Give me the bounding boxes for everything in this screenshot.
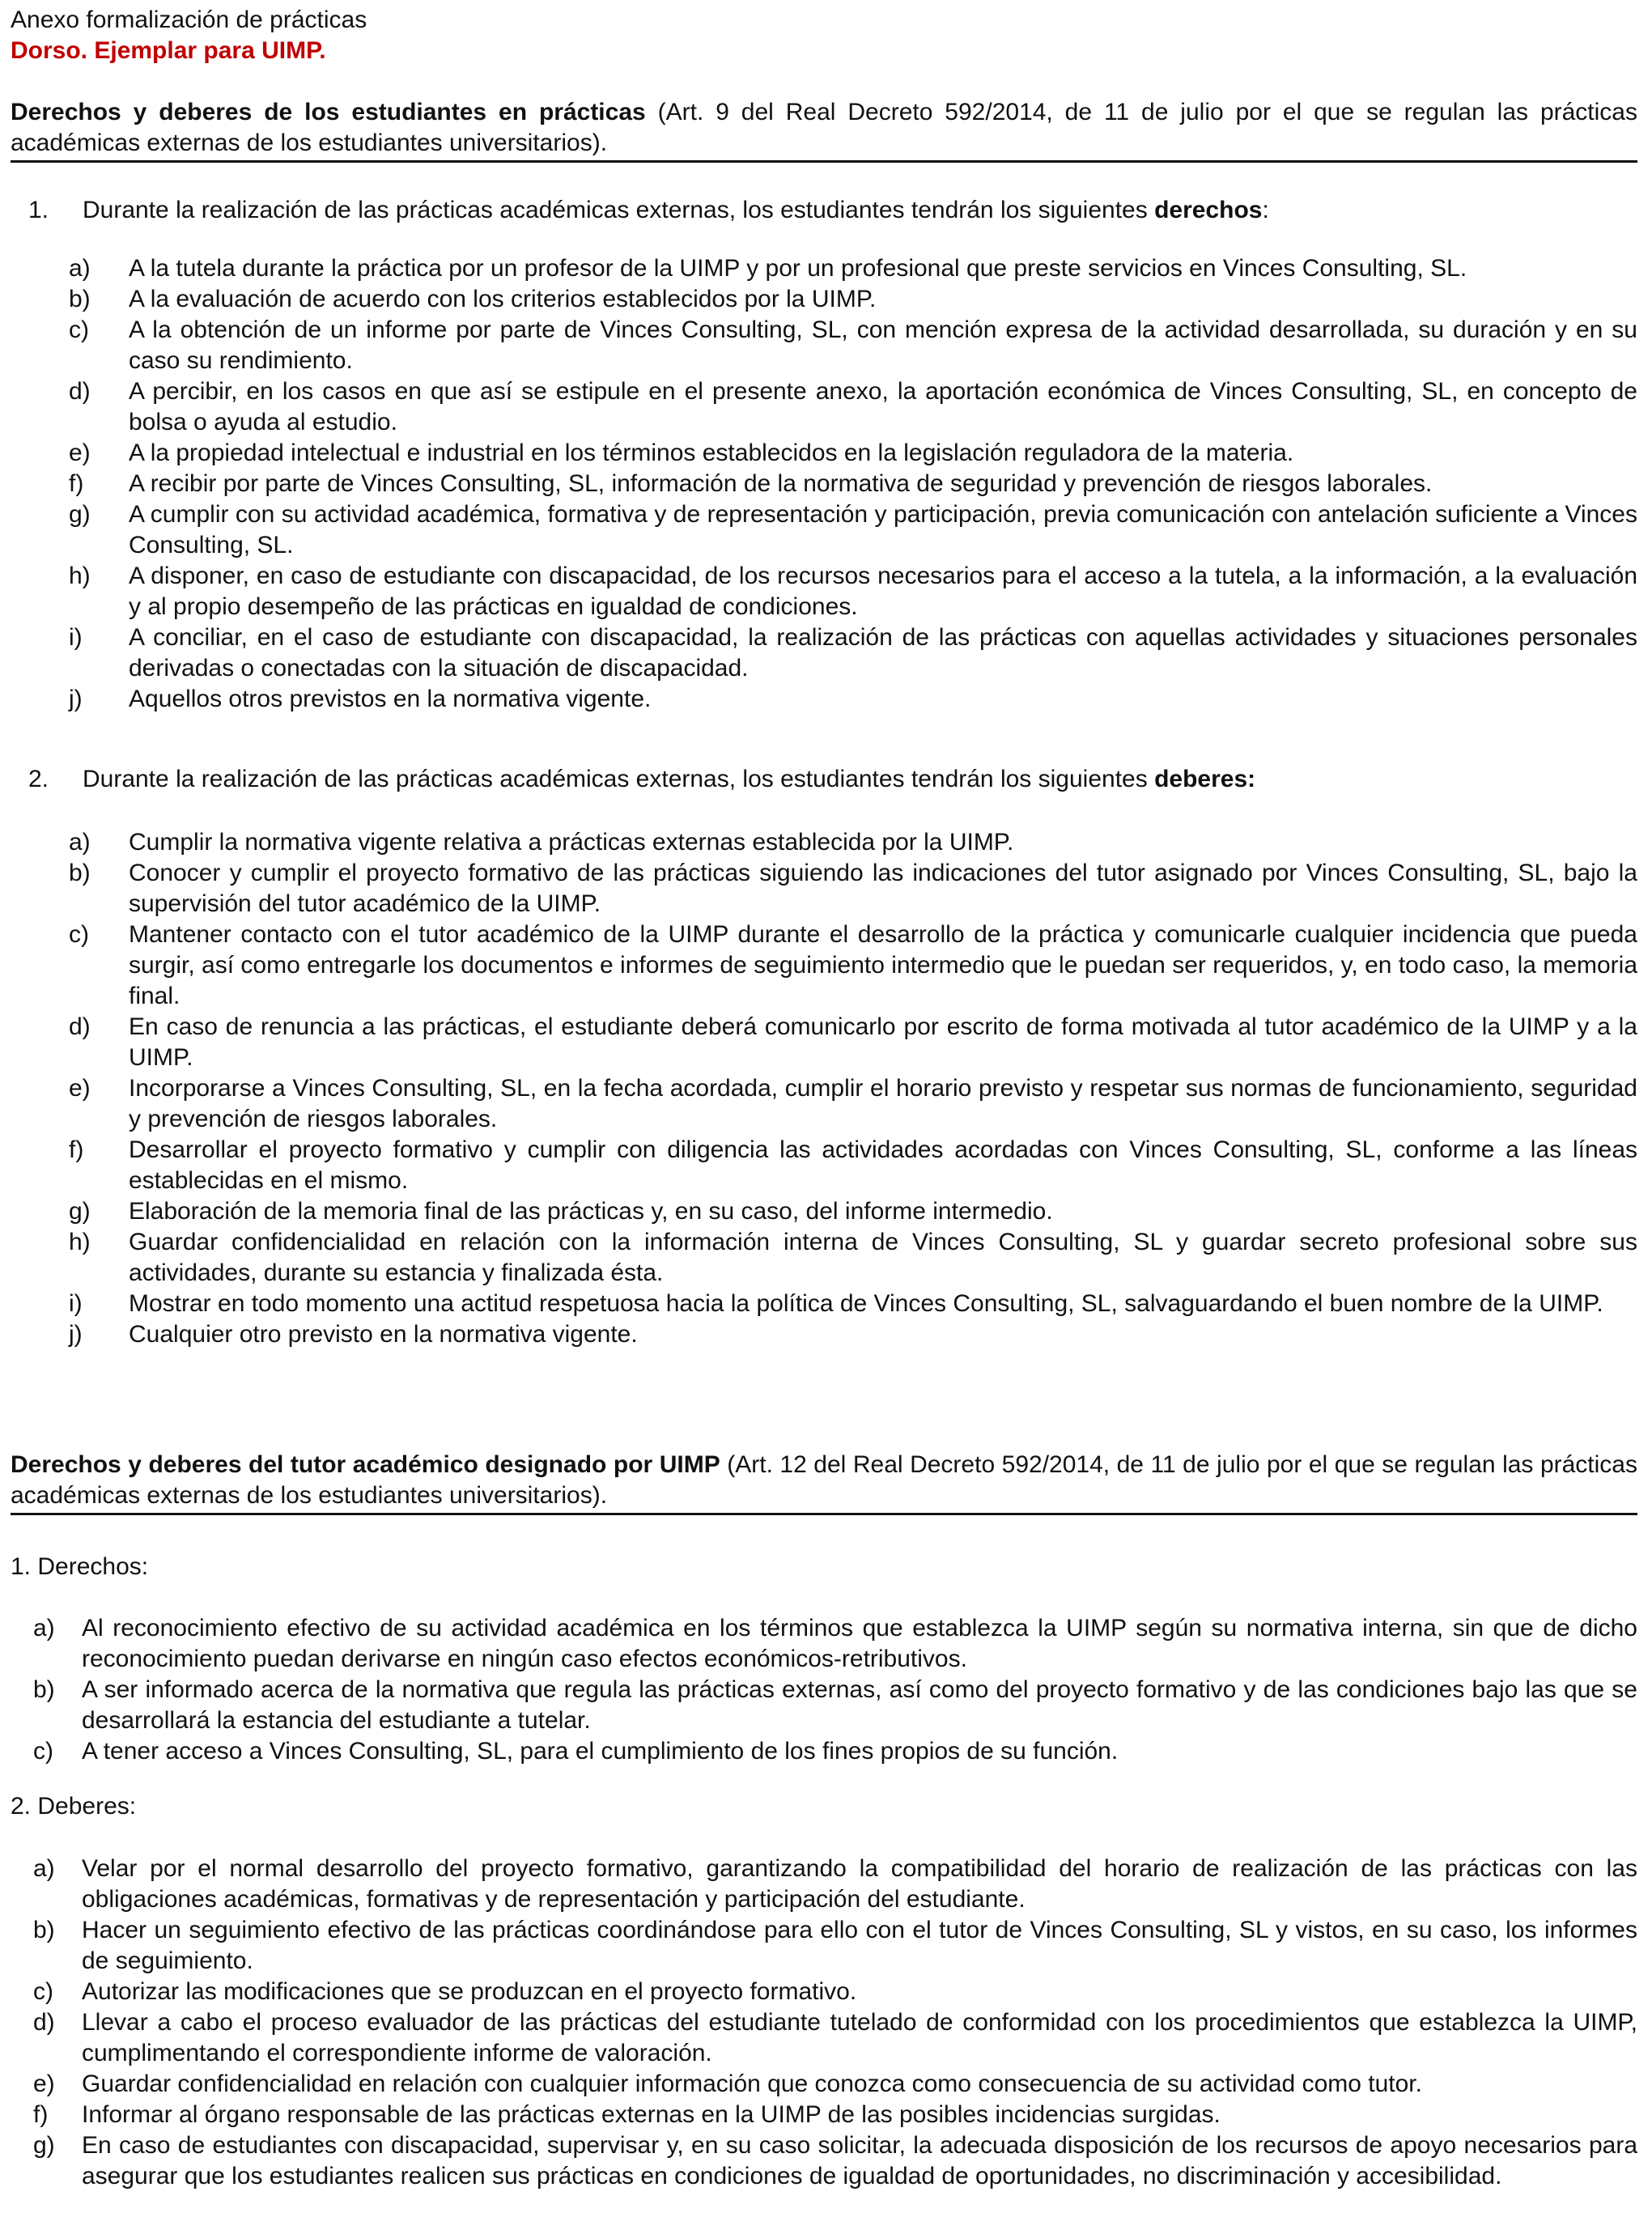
list-item bbox=[11, 499, 1637, 561]
section-students-rule bbox=[11, 160, 1637, 163]
list-item-text: A conciliar, en el caso de estudiante con discapacidad, la realización de las prácticas con aquellas actividades y situaciones personales derivadas o conectadas con la situación de discapacidad. bbox=[129, 624, 1637, 682]
list-item bbox=[11, 1196, 1637, 1227]
list-item-letter: b) bbox=[69, 286, 91, 312]
list-item-text: A cumplir con su actividad académica, formativa y de representación y participación, previa comunicación con antelación suficiente a Vinces Consulting, SL. bbox=[129, 501, 1637, 558]
section-tutor-title-rest: (Art. 12 del Real Decreto 592/2014, de 11 de julio por el que se regulan las prácticas académicas externas de los estudiantes universitarios). bbox=[11, 1451, 1637, 1509]
list-item-letter: i) bbox=[69, 1290, 83, 1317]
section-students-title bbox=[11, 97, 1637, 159]
students-duties-heading bbox=[11, 764, 1637, 795]
list-item-text: Llevar a cabo el proceso evaluador de las prácticas del estudiante tutelado de conformidad con los procedimientos que establezca la UIMP, cumplimentando el correspondiente informe de valoración. bbox=[82, 2009, 1637, 2066]
list-item-text: Guardar confidencialidad en relación con la información interna de Vinces Consulting, SL y guardar secreto profesional sobre sus actividades, durante su estancia y finalizada ésta. bbox=[129, 1229, 1637, 1286]
list-item bbox=[11, 858, 1637, 920]
list-item bbox=[11, 253, 1637, 284]
list-item-text: Al reconocimiento efectivo de su actividad académica en los términos que establezca la UIMP según su normativa interna, sin que de dicho reconocimiento puedan derivarse en ningún caso efectos económicos-retributivos. bbox=[82, 1615, 1637, 1672]
list-item-letter: d) bbox=[69, 378, 91, 405]
list-item-text: En caso de estudiantes con discapacidad, supervisar y, en su caso solicitar, la adecuada disposición de los recursos de apoyo necesarios para asegurar que los estudiantes realicen sus prácticas en condiciones de igualdad de oportunidades, no discriminación y accesibilidad. bbox=[82, 2132, 1637, 2189]
list-item-text: Mostrar en todo momento una actitud respetuosa hacia la política de Vinces Consulting, SL, salvaguardando el buen nombre de la UIMP. bbox=[129, 1290, 1603, 1317]
list-item bbox=[11, 1289, 1637, 1319]
list-item bbox=[11, 1073, 1637, 1135]
list-item-letter: c) bbox=[33, 1738, 53, 1765]
list-item bbox=[11, 2007, 1637, 2069]
list-item-text: A disponer, en caso de estudiante con discapacidad, de los recursos necesarios para el acceso a la tutela, a la información, a la evaluación y al propio desempeño de las prácticas en igualdad de condiciones. bbox=[129, 563, 1637, 620]
students-rights-intro bbox=[83, 195, 1269, 226]
list-item-letter: g) bbox=[69, 501, 91, 528]
list-item-letter: c) bbox=[33, 1978, 53, 2005]
list-item bbox=[11, 1613, 1637, 1675]
list-item-text: Mantener contacto con el tutor académico de la UIMP durante el desarrollo de la práctica y comunicarle cualquier incidencia que pueda surgir, así como entregarle los documentos e informes de seguimiento intermedio que le puedan ser requeridos, y, en todo caso, la memoria final. bbox=[129, 921, 1637, 1009]
list-item-text: A la evaluación de acuerdo con los criterios establecidos por la UIMP. bbox=[129, 286, 877, 312]
list-item-text: Guardar confidencialidad en relación con cualquier información que conozca como consecuencia de su actividad como tutor. bbox=[82, 2070, 1422, 2097]
list-item-letter: e) bbox=[33, 2070, 55, 2097]
list-item-text: Incorporarse a Vinces Consulting, SL, en la fecha acordada, cumplir el horario previsto y respetar sus normas de funcionamiento, seguridad y prevención de riesgos laborales. bbox=[129, 1075, 1637, 1132]
list-item-text: Aquellos otros previstos en la normativa vigente. bbox=[129, 686, 652, 712]
list-item-text: Hacer un seguimiento efectivo de las prácticas coordinándose para ello con el tutor de Vinces Consulting, SL y vistos, en su caso, los informes de seguimiento. bbox=[82, 1917, 1637, 1974]
students-duties-keyword: deberes: bbox=[1154, 766, 1256, 792]
list-item-letter: b) bbox=[33, 1676, 55, 1703]
list-item bbox=[11, 284, 1637, 315]
students-rights-suffix: : bbox=[1262, 197, 1269, 223]
section-tutor-rule bbox=[11, 1513, 1637, 1515]
list-item-letter: f) bbox=[69, 1136, 84, 1163]
document-page bbox=[11, 0, 1637, 2189]
list-item-text: A recibir por parte de Vinces Consulting, SL, información de la normativa de seguridad y prevención de riesgos laborales. bbox=[129, 470, 1433, 497]
list-item-letter: c) bbox=[69, 921, 89, 948]
list-item-text: A la tutela durante la práctica por un profesor de la UIMP y por un profesional que preste servicios en Vinces Consulting, SL. bbox=[129, 255, 1467, 282]
list-item bbox=[11, 684, 1637, 715]
section-tutor-block bbox=[11, 1450, 1637, 1515]
list-item-letter: e) bbox=[69, 440, 91, 466]
students-duties-number: 2. bbox=[28, 766, 49, 792]
tutor-rights-list bbox=[11, 1613, 1637, 1767]
list-item-letter: f) bbox=[69, 470, 84, 497]
list-item-letter: j) bbox=[69, 1321, 83, 1348]
list-item bbox=[11, 1319, 1637, 1350]
list-item bbox=[11, 1977, 1637, 2007]
list-item-letter: d) bbox=[69, 1013, 91, 1040]
list-item-text: Informar al órgano responsable de las prácticas externas en la UIMP de las posibles incidencias surgidas. bbox=[82, 2101, 1221, 2128]
list-item-text: Elaboración de la memoria final de las prácticas y, en su caso, del informe intermedio. bbox=[129, 1198, 1053, 1225]
list-item-letter: a) bbox=[33, 1615, 55, 1642]
tutor-duties-heading: 2. Deberes: bbox=[11, 1793, 137, 1820]
list-item-letter: g) bbox=[33, 2132, 55, 2159]
list-item bbox=[11, 469, 1637, 499]
list-item-text: A la propiedad intelectual e industrial en los términos establecidos en la legislación reguladora de la materia. bbox=[129, 440, 1294, 466]
students-rights-keyword: derechos bbox=[1154, 197, 1263, 223]
list-item bbox=[11, 1854, 1637, 1915]
list-item bbox=[11, 2130, 1637, 2192]
list-item bbox=[11, 1675, 1637, 1736]
list-item-letter: j) bbox=[69, 686, 83, 712]
list-item-text: Autorizar las modificaciones que se produzcan en el proyecto formativo. bbox=[82, 1978, 857, 2005]
section-tutor-title-bold: Derechos y deberes del tutor académico designado por UIMP bbox=[11, 1451, 720, 1478]
students-duties-intro-text: Durante la realización de las prácticas académicas externas, los estudiantes tendrán los siguientes bbox=[83, 766, 1155, 792]
list-item-text: A la obtención de un informe por parte de Vinces Consulting, SL, con mención expresa de la actividad desarrollada, su duración y en su caso su rendimiento. bbox=[129, 316, 1637, 374]
list-item-letter: b) bbox=[33, 1917, 55, 1943]
list-item bbox=[11, 376, 1637, 438]
list-item bbox=[11, 561, 1637, 622]
list-item bbox=[11, 438, 1637, 469]
list-item-text: A percibir, en los casos en que así se estipule en el presente anexo, la aportación económica de Vinces Consulting, SL, en concepto de bolsa o ayuda al estudio. bbox=[129, 378, 1637, 435]
tutor-rights-heading: 1. Derechos: bbox=[11, 1553, 149, 1580]
tutor-duties-list bbox=[11, 1854, 1637, 2192]
list-item-letter: a) bbox=[69, 255, 91, 282]
list-item bbox=[11, 315, 1637, 376]
list-item bbox=[11, 1915, 1637, 1977]
list-item-letter: a) bbox=[69, 829, 91, 856]
list-item-letter: h) bbox=[69, 563, 91, 589]
students-rights-intro-text: Durante la realización de las prácticas académicas externas, los estudiantes tendrán los siguientes bbox=[83, 197, 1155, 223]
list-item-letter: e) bbox=[69, 1075, 91, 1102]
list-item bbox=[11, 827, 1637, 858]
section-students-title-rest: (Art. 9 del Real Decreto 592/2014, de 11 de julio por el que se regulan las prácticas académicas externas de los estudiantes universitarios). bbox=[11, 99, 1637, 156]
students-duties-list bbox=[11, 827, 1637, 1350]
list-item-letter: i) bbox=[69, 624, 83, 651]
students-rights-number: 1. bbox=[28, 197, 49, 223]
list-item-text: Velar por el normal desarrollo del proyecto formativo, garantizando la compatibilidad del horario de realización de las prácticas con las obligaciones académicas, formativas y de representación y participación del estudiante. bbox=[82, 1855, 1637, 1913]
section-tutor-title bbox=[11, 1450, 1637, 1511]
list-item-text: Conocer y cumplir el proyecto formativo de las prácticas siguiendo las indicaciones del tutor asignado por Vinces Consulting, SL, bajo la supervisión del tutor académico de la UIMP. bbox=[129, 860, 1637, 917]
list-item-letter: b) bbox=[69, 860, 91, 886]
document-header-copy: Dorso. Ejemplar para UIMP. bbox=[11, 37, 326, 64]
section-students-title-bold: Derechos y deberes de los estudiantes en prácticas bbox=[11, 99, 646, 125]
list-item-text: A tener acceso a Vinces Consulting, SL, para el cumplimiento de los fines propios de su función. bbox=[82, 1738, 1119, 1765]
list-item-text: En caso de renuncia a las prácticas, el estudiante deberá comunicarlo por escrito de forma motivada al tutor académico de la UIMP y a la UIMP. bbox=[129, 1013, 1637, 1071]
list-item bbox=[11, 2069, 1637, 2100]
list-item-letter: a) bbox=[33, 1855, 55, 1882]
list-item-text: A ser informado acerca de la normativa que regula las prácticas externas, así como del proyecto formativo y de las condiciones bajo las que se desarrollará la estancia del estudiante a tutelar. bbox=[82, 1676, 1637, 1734]
list-item-text: Cualquier otro previsto en la normativa vigente. bbox=[129, 1321, 638, 1348]
list-item-text: Cumplir la normativa vigente relativa a prácticas externas establecida por la UIMP. bbox=[129, 829, 1014, 856]
list-item-letter: c) bbox=[69, 316, 89, 343]
list-item bbox=[11, 622, 1637, 684]
list-item-letter: g) bbox=[69, 1198, 91, 1225]
list-item-letter: h) bbox=[69, 1229, 91, 1255]
students-rights-heading bbox=[11, 195, 1637, 226]
list-item-letter: f) bbox=[33, 2101, 49, 2128]
list-item-text: Desarrollar el proyecto formativo y cumplir con diligencia las actividades acordadas con Vinces Consulting, SL, conforme a las líneas establecidas en el mismo. bbox=[129, 1136, 1637, 1194]
students-rights-list bbox=[11, 253, 1637, 715]
list-item bbox=[11, 1227, 1637, 1289]
list-item bbox=[11, 1135, 1637, 1196]
list-item bbox=[11, 1736, 1637, 1767]
list-item bbox=[11, 920, 1637, 1012]
students-duties-intro bbox=[83, 764, 1255, 795]
list-item bbox=[11, 1012, 1637, 1073]
list-item-letter: d) bbox=[33, 2009, 55, 2036]
document-header-title: Anexo formalización de prácticas bbox=[11, 6, 367, 33]
list-item bbox=[11, 2100, 1637, 2130]
